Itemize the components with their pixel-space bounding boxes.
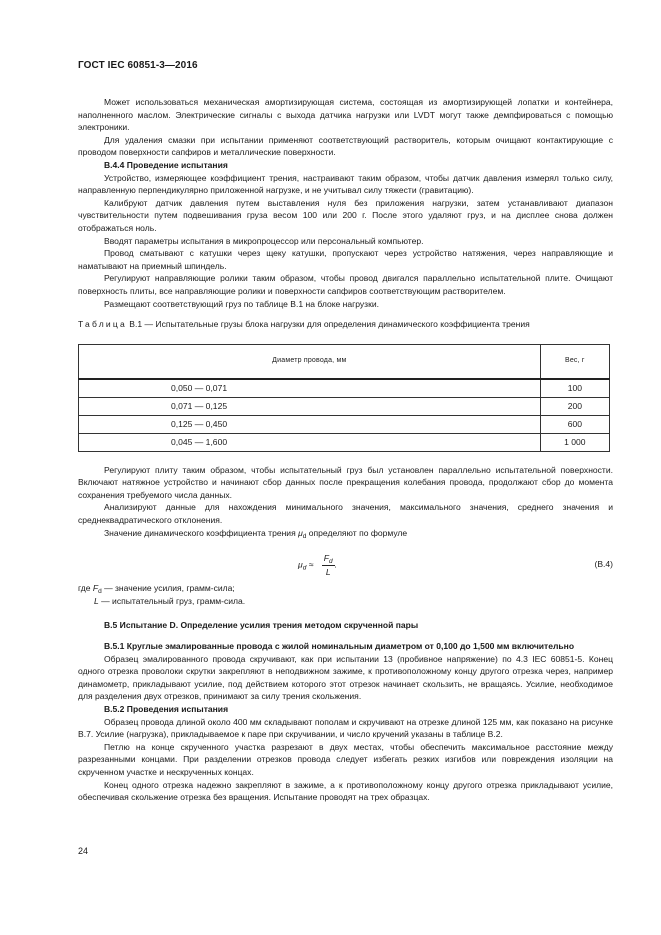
table-caption-text: В.1 — Испытательные грузы блока нагрузки для определения динамического коэффициента трения <box>126 319 530 330</box>
paragraph: Регулируют направляющие ролики таким образом, чтобы провод двигался параллельно испытательной плите. Очищают поверхность плиты, все направляющие ролики и поверхности сапфиров соответствующим растворителем. <box>78 273 613 296</box>
legend-text: где <box>78 583 93 594</box>
formula-number: (В.4) <box>594 559 613 570</box>
table-cell-diameter: 0,050 — 0,071 <box>79 379 541 398</box>
formula-block <box>78 544 613 582</box>
formula-approx: ≈ <box>308 559 314 570</box>
formula-legend-L <box>78 595 613 608</box>
legend-symbol-L: L <box>94 595 99 606</box>
table-cell-diameter: 0,071 — 0,125 <box>79 397 541 415</box>
table-row <box>79 397 610 415</box>
section-heading-b51: В.5.1 Круглые эмалированные провода с жилой номинальным диаметром от 0,100 до 1,500 мм включительно <box>104 641 575 652</box>
table-header-weight: Вес, г <box>540 344 609 379</box>
formula-fraction <box>322 552 335 578</box>
formula-period: . <box>334 559 337 570</box>
paragraph: Может использоваться механическая амортизирующая система, состоящая из амортизирующей лопатки и контейнера, наполненного маслом. Электрические сигналы с выхода датчика нагрузки или LVDT могут также демпфироваться с помощью электроники. <box>78 97 613 133</box>
paragraph: Калибруют датчик давления путем выставления нуля без приложения нагрузки, затем устанавливают диапазон чувствительности путем подвешивания груза весом 100 или 200 г. После этого удаляют груз, и на дисплее снова должен отображаться ноль. <box>78 197 613 233</box>
legend-symbol-F: F <box>92 583 99 594</box>
table-header-diameter: Диаметр провода, мм <box>79 344 541 379</box>
table-cell-diameter: 0,045 — 1,600 <box>79 433 541 451</box>
paragraph <box>78 527 613 540</box>
formula-F: F <box>323 553 329 564</box>
load-weights-table <box>78 344 610 452</box>
paragraph: Для удаления смазки при испытании применяют соответствующий растворитель, которым очищают контактирующие с проводом поверхности сапфиров и металлические поверхности. <box>78 134 613 158</box>
table-row <box>79 433 610 451</box>
paragraph: Размещают соответствующий груз по таблице В.1 на блоке нагрузки. <box>104 298 379 309</box>
table-cell-weight: 1 000 <box>540 433 609 451</box>
table-header-row <box>79 344 610 379</box>
section-heading-b44: В.4.4 Проведение испытания <box>104 159 228 170</box>
table-row <box>79 415 610 433</box>
document-body <box>78 96 613 804</box>
legend-subscript-d: d <box>98 588 102 596</box>
table-caption-label: Таблица <box>78 319 127 330</box>
paragraph: Устройство, измеряющее коэффициент трения, настраивают таким образом, чтобы датчик давления измерял только силу, направленную перпендикулярно приложенной нагрузке, и не учитывал силу тяжести (гравитацию). <box>78 172 613 196</box>
legend-text: — значение усилия, грамм-сила; <box>101 583 235 594</box>
paragraph: Вводят параметры испытания в микропроцессор или персональный компьютер. <box>104 235 424 246</box>
paragraph: Анализируют данные для нахождения минимального значения, максимального значения, среднего значения и среднеквадратического отклонения. <box>78 502 613 526</box>
table-row <box>79 379 610 398</box>
paragraph: Регулируют плиту таким образом, чтобы испытательный груз был установлен параллельно испытательной поверхности. Включают натяжное устройство и начинают сбор данных после прекращения колебания провода, продолжают сбор до момента сохранения требуемого числа данных. <box>78 464 613 500</box>
formula-F-subscript: d <box>329 558 333 566</box>
formula-legend-F <box>78 582 613 595</box>
paragraph: Петлю на конце скрученного участка разрезают в двух местах, чтобы обеспечить максимальное расстояние между разрезанными концами. При разделении отрезков провода следует избегать резких изгибов или повреждения изоляции на скрученном участке и нескрученных концах. <box>78 741 613 777</box>
table-cell-diameter: 0,125 — 0,450 <box>79 415 541 433</box>
paragraph: Провод сматывают с катушки через щеку катушки, пропускают через устройство натяжения, через направляющие и наматывают на приемный шпиндель. <box>78 248 613 271</box>
standard-header: ГОСТ IEC 60851-3—2016 <box>78 60 198 71</box>
document-page <box>78 0 613 935</box>
page-number: 24 <box>78 846 89 856</box>
formula-mu: μ <box>298 559 303 570</box>
formula-denominator: L <box>325 566 331 577</box>
legend-text: — испытательный груз, грамм-сила. <box>98 595 246 606</box>
paragraph-text: определяют по формуле <box>306 527 408 538</box>
formula <box>298 552 337 578</box>
paragraph: Образец провода длиной около 400 мм складывают пополам и скручивают на отрезке длиной 125 мм, как показано на рисунке В.7. Усилие (нагрузка), прикладываемое к паре при скручивании, и число кручений указаны в таблице В.2. <box>78 716 613 740</box>
paragraph-text: Значение динамического коэффициента трения <box>104 527 299 538</box>
mu-symbol: μ <box>298 527 303 538</box>
table-cell-weight: 200 <box>540 397 609 415</box>
paragraph: Конец одного отрезка надежно закрепляют в зажиме, а к противоположному концу другого отрезка прикладывают усилие, обеспечивая скольжение отрезка без вращения. Испытание проводят на трех образцах. <box>78 779 613 803</box>
table-cell-weight: 600 <box>540 415 609 433</box>
table-caption <box>78 318 613 331</box>
formula-numerator <box>322 552 335 566</box>
subscript-d: d <box>302 532 307 540</box>
paragraph: Образец эмалированного провода скручивают, как при испытании 13 (пробивное напряжение) по 4.3 IEC 60851-5. Конец одного отрезка проволоки скрутки закрепляют в неподвижном зажиме, к противоположному концу другого отрезка через, например динамометр, прикладывают усилие, под действием которого этот отрезок начинает скользить, не вращаясь. Усилие, необходимое для разделения двух отрезков, принимают за силу трения скольжения. <box>78 653 613 702</box>
table-cell-weight: 100 <box>540 379 609 398</box>
section-heading-b52: В.5.2 Проведения испытания <box>104 704 229 714</box>
formula-mu-subscript: d <box>302 564 307 572</box>
section-heading-b5: В.5 Испытание D. Определение усилия трения методом скрученной пары <box>104 620 419 631</box>
